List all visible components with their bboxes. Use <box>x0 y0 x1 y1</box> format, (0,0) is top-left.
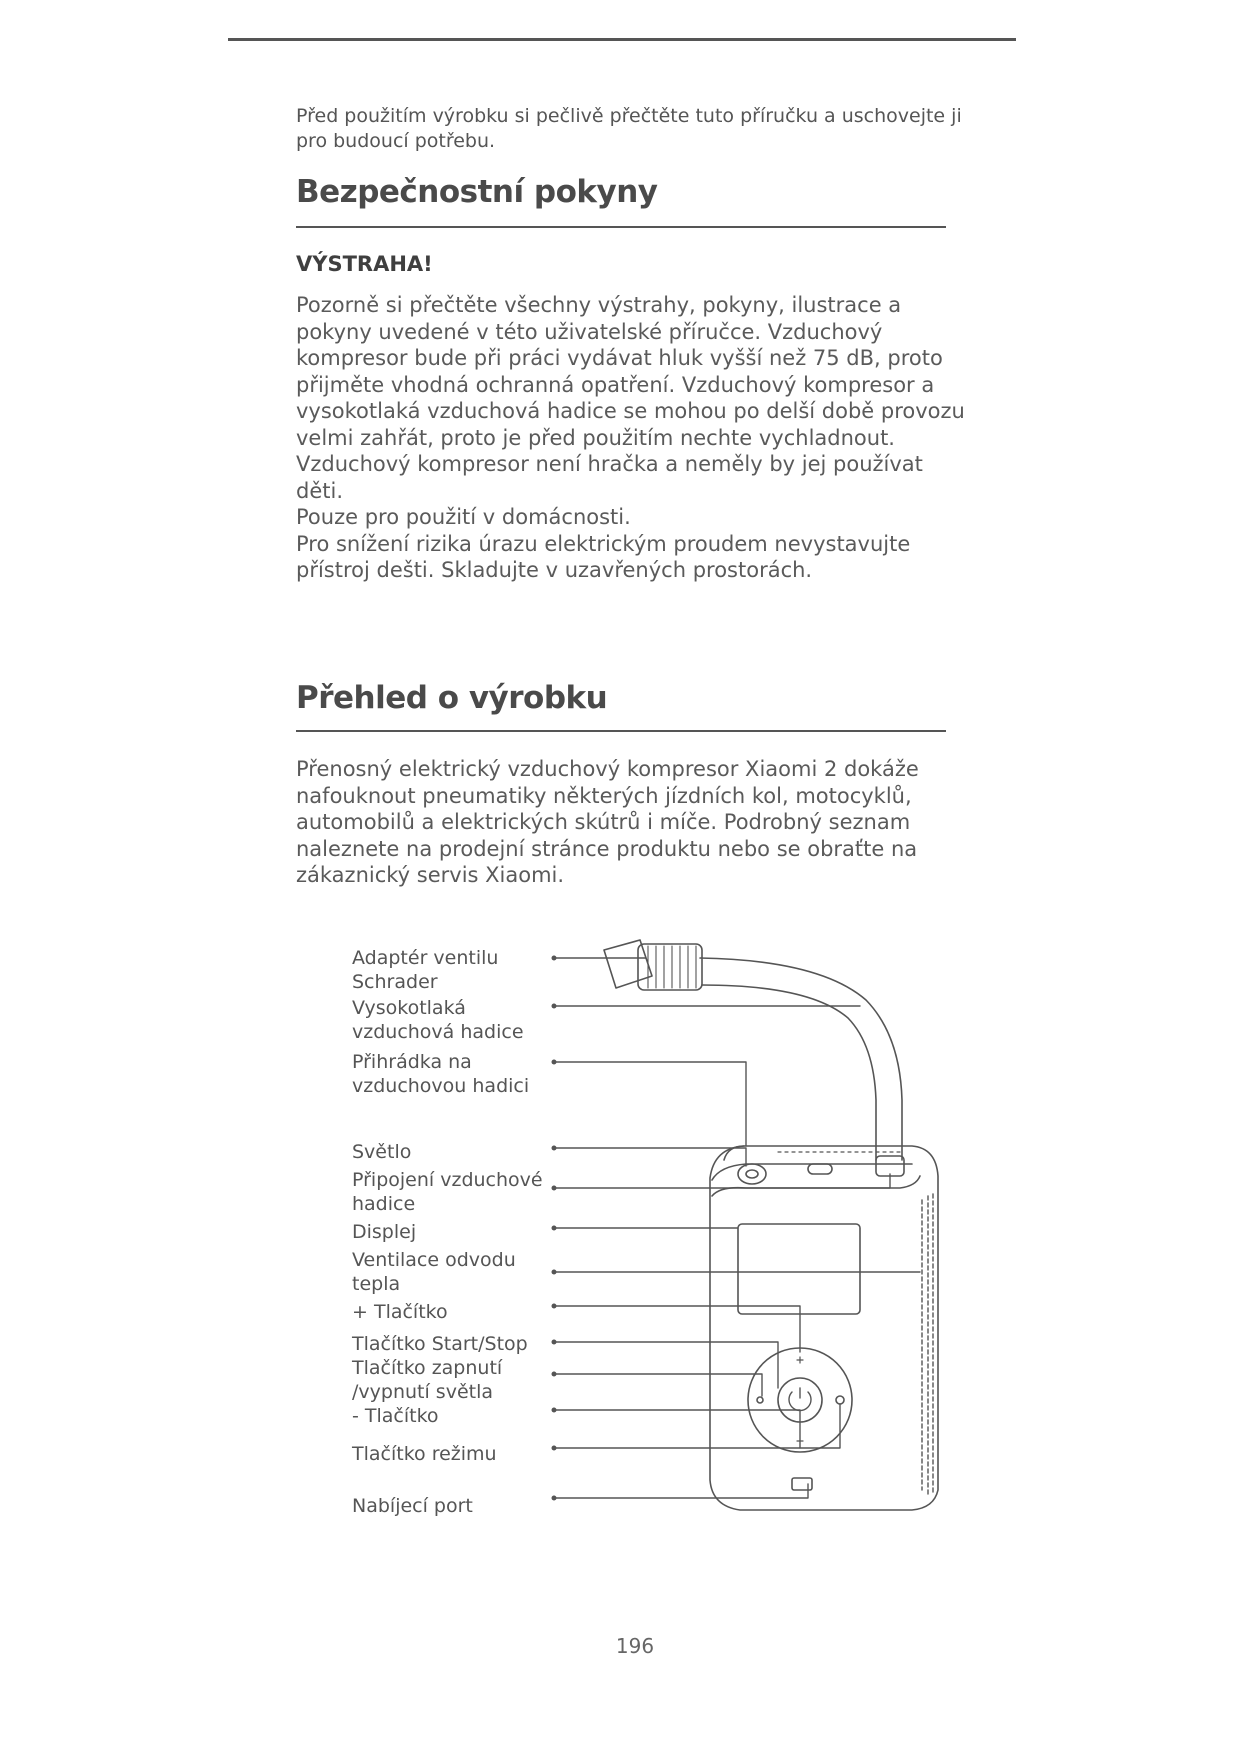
hose-outer <box>700 958 902 1160</box>
intro-text: Před použitím výrobku si pečlivě přečtěte tuto příručku a uschovejte ji pro budoucí potřebu. <box>296 105 962 152</box>
leader-charging-port <box>554 1484 808 1498</box>
label-heat-vent: Ventilace odvodu tepla <box>352 1249 516 1295</box>
light-lens <box>738 1164 766 1184</box>
label-display: Displej <box>352 1221 417 1243</box>
safety-title: Bezpečnostní pokyny <box>296 174 658 210</box>
label-light-button: Tlačítko zapnutí /vypnutí světla <box>352 1357 503 1403</box>
label-mode-button: Tlačítko režimu <box>352 1443 497 1465</box>
leader-hose-connection <box>554 1174 890 1188</box>
label-start-stop-button: Tlačítko Start/Stop <box>352 1333 528 1355</box>
warning-label: VÝSTRAHA! <box>296 252 433 276</box>
mode-symbol-icon <box>836 1396 844 1404</box>
adapter-tip <box>604 940 652 988</box>
plus-symbol-icon <box>797 1357 803 1363</box>
charging-port <box>792 1478 812 1490</box>
top-rim <box>712 1176 920 1196</box>
safety-paragraph-2: Pouze pro použití v domácnosti. <box>296 505 631 529</box>
display-window <box>738 1224 860 1314</box>
leader-start-stop <box>554 1342 778 1388</box>
leader-plus <box>554 1306 800 1352</box>
label-light: Světlo <box>352 1141 412 1163</box>
label-hose-compartment: Přihrádka na vzduchovou hadici <box>352 1051 530 1097</box>
side-vent <box>922 1194 933 1494</box>
label-high-pressure-hose: Vysokotlaká vzduchová hadice <box>352 997 524 1043</box>
overview-title: Přehled o výrobku <box>296 680 608 716</box>
top-slot <box>808 1164 832 1174</box>
power-symbol-icon <box>789 1388 811 1411</box>
page-number: 196 <box>615 1634 655 1658</box>
light-symbol-icon <box>757 1397 763 1403</box>
hose-connector <box>876 1156 904 1176</box>
adapter-grip <box>648 946 696 988</box>
light-center <box>746 1170 758 1178</box>
label-plus-button: + Tlačítko <box>352 1301 448 1323</box>
label-minus-button: - Tlačítko <box>352 1405 439 1427</box>
hose-inner <box>702 985 876 1160</box>
leader-minus <box>554 1410 800 1448</box>
leader-compartment <box>554 1062 746 1146</box>
safety-paragraph-3: Pro snížení rizika úrazu elektrickým proudem nevystavujte přístroj dešti. Skladujte v uzavřených prostorách. <box>296 531 911 582</box>
label-schrader-adapter: Adaptér ventilu Schrader <box>352 947 499 993</box>
overview-paragraph: Přenosný elektrický vzduchový kompresor Xiaomi 2 dokáže nafouknout pneumatiky některých jízdních kol, motocyklů, automobilů a elektrických skútrů i míče. Podrobný seznam naleznete na prodejní stránce produktu nebo se obraťte na zákaznický servis Xiaomi. <box>296 757 919 887</box>
compressor-body <box>710 1146 938 1510</box>
leader-light <box>554 1148 746 1166</box>
safety-paragraph-1: Pozorně si přečtěte všechny výstrahy, pokyny, ilustrace a pokyny uvedené v této uživatelské příručce. Vzduchový kompresor bude při práci vydávat hluk vyšší než 75 dB, proto přijměte vhodná ochranná opatření. Vzduchový kompresor a vysokotlaká vzduchová hadice se mohou po delší době provozu velmi zahřát, proto je před použitím nechte vychladnout. Vzduchový kompresor není hračka a neměly by jej používat děti. <box>296 293 965 503</box>
label-charging-port: Nabíjecí port <box>352 1495 473 1517</box>
label-hose-connection: Připojení vzduchové hadice <box>352 1169 543 1215</box>
leader-light-button <box>554 1374 762 1396</box>
